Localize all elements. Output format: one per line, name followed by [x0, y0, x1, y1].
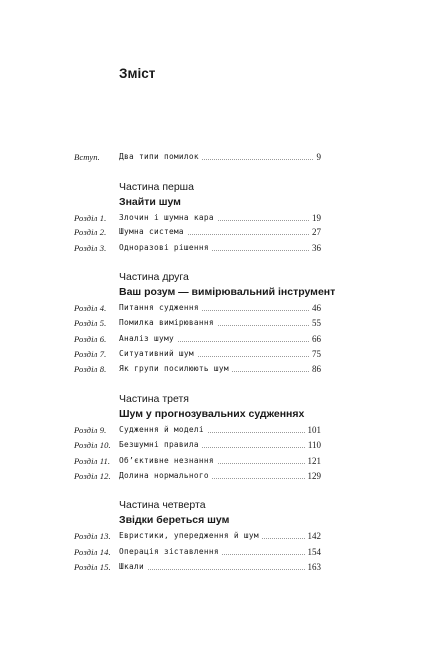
- entry-page-number: 163: [305, 560, 322, 574]
- toc-entry[interactable]: [0, 241, 423, 255]
- part-title: Звідки береться шум: [119, 514, 230, 526]
- entry-title: Аналіз шуму: [119, 332, 177, 346]
- part-title: Шум у прогнозувальних судженнях: [119, 408, 305, 420]
- entry-page-number: 27: [309, 225, 321, 239]
- toc-entry[interactable]: [0, 347, 423, 361]
- toc-entry[interactable]: [0, 362, 423, 376]
- entry-title: Судження й моделі: [119, 423, 207, 437]
- entry-title: Помилка вимірювання: [119, 316, 217, 330]
- toc-entry[interactable]: [0, 423, 423, 437]
- toc-entry[interactable]: [0, 529, 423, 543]
- entry-page-number: 154: [305, 545, 322, 559]
- entry-label: Розділ 7.: [74, 349, 107, 359]
- entry-label: Розділ 10.: [74, 440, 111, 450]
- entry-page-number: 129: [305, 469, 322, 483]
- entry-page-number: 36: [309, 241, 321, 255]
- entry-label: Розділ 2.: [74, 227, 107, 237]
- part-title: Ваш розум — вимірювальний інструмент: [119, 286, 336, 298]
- entry-title: Одноразові рішення: [119, 241, 212, 255]
- part-name: Частина перша: [119, 181, 194, 193]
- entry-page-number: 19: [309, 211, 321, 225]
- entry-title: Два типи помилок: [119, 150, 202, 164]
- entry-page-number: 75: [309, 347, 321, 361]
- toc-entry[interactable]: [0, 332, 423, 346]
- part-name: Частина четверта: [119, 499, 206, 511]
- toc-entry-intro[interactable]: [0, 150, 423, 164]
- entry-title: Як групи посилюють шум: [119, 362, 232, 376]
- toc-entry[interactable]: [0, 225, 423, 239]
- entry-title: Об’єктивне незнання: [119, 454, 217, 468]
- entry-label: Розділ 4.: [74, 303, 107, 313]
- entry-label: Розділ 5.: [74, 318, 107, 328]
- entry-label: Розділ 3.: [74, 243, 107, 253]
- entry-title: Операція зіставлення: [119, 545, 222, 559]
- toc-entry[interactable]: [0, 454, 423, 468]
- leader-dots: [119, 569, 321, 570]
- entry-title: Шкали: [119, 560, 147, 574]
- entry-label: Розділ 9.: [74, 425, 107, 435]
- part-name: Частина третя: [119, 393, 189, 405]
- entry-title: Злочин і шумна кара: [119, 211, 217, 225]
- entry-page-number: 66: [309, 332, 321, 346]
- entry-page-number: 55: [309, 316, 321, 330]
- entry-page-number: 9: [314, 150, 322, 164]
- entry-label: Розділ 15.: [74, 562, 111, 572]
- toc-entry[interactable]: [0, 301, 423, 315]
- entry-page-number: 142: [305, 529, 322, 543]
- part-name: Частина друга: [119, 271, 189, 283]
- toc-entry[interactable]: [0, 211, 423, 225]
- entry-page-number: 110: [305, 438, 321, 452]
- entry-label: Розділ 1.: [74, 213, 107, 223]
- entry-title: Безшумні правила: [119, 438, 202, 452]
- entry-page-number: 86: [309, 362, 321, 376]
- toc-heading: Зміст: [119, 66, 156, 81]
- toc-entry[interactable]: [0, 438, 423, 452]
- entry-label: Розділ 13.: [74, 531, 111, 541]
- entry-title: Шумна система: [119, 225, 187, 239]
- entry-label: Розділ 11.: [74, 456, 111, 466]
- entry-label: Вступ.: [74, 152, 100, 162]
- entry-label: Розділ 6.: [74, 334, 107, 344]
- toc-entry[interactable]: [0, 316, 423, 330]
- toc-entry[interactable]: [0, 545, 423, 559]
- entry-page-number: 101: [305, 423, 322, 437]
- entry-label: Розділ 14.: [74, 547, 111, 557]
- entry-title: Ситуативний шум: [119, 347, 197, 361]
- entry-title: Питання судження: [119, 301, 202, 315]
- entry-label: Розділ 8.: [74, 364, 107, 374]
- entry-page-number: 121: [305, 454, 322, 468]
- toc-entry[interactable]: [0, 469, 423, 483]
- entry-title: Долина нормального: [119, 469, 212, 483]
- part-title: Знайти шум: [119, 196, 181, 208]
- entry-label: Розділ 12.: [74, 471, 111, 481]
- entry-page-number: 46: [309, 301, 321, 315]
- entry-title: Евристики, упередження й шум: [119, 529, 262, 543]
- toc-entry[interactable]: [0, 560, 423, 574]
